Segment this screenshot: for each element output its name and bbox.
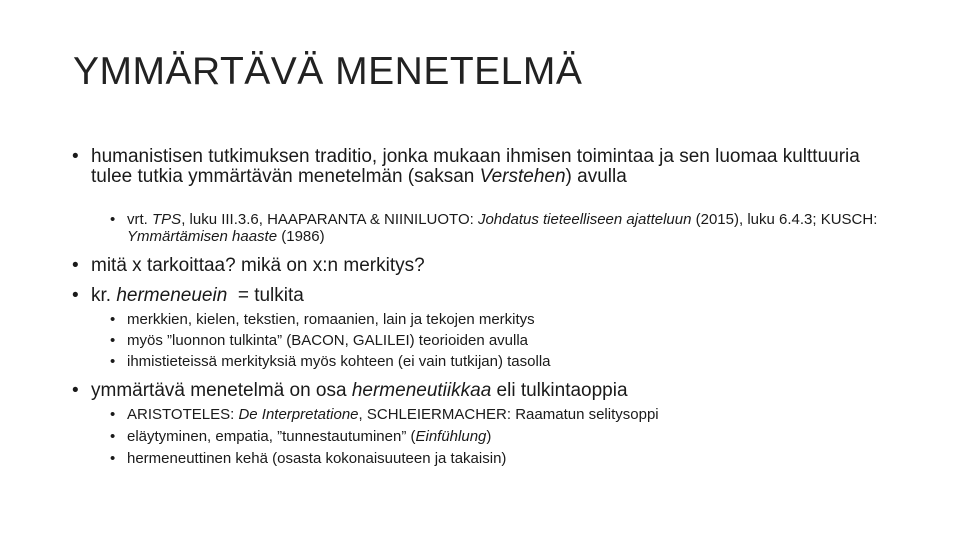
slide-title: YMMÄRTÄVÄ MENETELMÄ xyxy=(73,50,583,93)
bullet-text: mitä x tarkoittaa? mikä on x:n merkitys? xyxy=(91,255,425,276)
sub-bullet-item-1-1 xyxy=(110,211,890,245)
sub-bullet-text: eläytyminen, empatia, ”tunnestautuminen” (Einfühlung) xyxy=(127,428,492,445)
bullet-glyph: • xyxy=(110,211,116,228)
bullet-glyph: • xyxy=(110,428,116,445)
sub-bullet-item-4-3 xyxy=(110,450,890,467)
bullet-glyph: • xyxy=(72,146,79,167)
sub-bullet-text: hermeneuttinen kehä (osasta kokonaisuuteen ja takaisin) xyxy=(127,450,507,467)
bullet-item-3 xyxy=(72,286,892,306)
bullet-glyph: • xyxy=(72,380,79,401)
bullet-glyph: • xyxy=(110,406,116,423)
bullet-glyph: • xyxy=(72,255,79,276)
bullet-item-1 xyxy=(72,147,892,187)
bullet-text: ymmärtävä menetelmä on osa hermeneutiikkaa eli tulkintaoppia xyxy=(91,380,628,401)
bullet-glyph: • xyxy=(110,450,116,467)
sub-bullet-item-3-3 xyxy=(110,353,890,370)
sub-bullet-text: merkkien, kielen, tekstien, romaanien, lain ja tekojen merkitys xyxy=(127,311,535,328)
sub-bullet-item-3-1 xyxy=(110,311,890,328)
sub-bullet-text: ihmistieteissä merkityksiä myös kohteen (ei vain tutkijan) tasolla xyxy=(127,353,551,370)
bullet-item-4 xyxy=(72,381,892,401)
bullet-glyph: • xyxy=(110,311,116,328)
bullet-glyph: • xyxy=(72,285,79,306)
bullet-glyph: • xyxy=(110,353,116,370)
sub-bullet-text: myös ”luonnon tulkinta” (BACON, GALILEI) teorioiden avulla xyxy=(127,332,529,349)
sub-bullet-item-3-2 xyxy=(110,332,890,349)
sub-bullet-text: ARISTOTELES: De Interpretatione, SCHLEIERMACHER: Raamatun selitysoppi xyxy=(127,406,659,423)
bullet-item-2 xyxy=(72,256,892,276)
sub-bullet-text: vrt. TPS, luku III.3.6, HAAPARANTA & NIINILUOTO: Johdatus tieteelliseen ajatteluun (2015), luku 6.4.3; KUSCH: Ymmärtämisen haaste (1986) xyxy=(127,211,878,245)
bullet-text: humanistisen tutkimuksen traditio, jonka mukaan ihmisen toimintaa ja sen luomaa kulttuuria tulee tutkia ymmärtävän menetelmän (saksan Verstehen) avulla xyxy=(91,146,860,187)
bullet-glyph: • xyxy=(110,332,116,349)
sub-bullet-item-4-2 xyxy=(110,428,890,445)
bullet-text: kr. hermeneuein = tulkita xyxy=(91,285,304,306)
sub-bullet-item-4-1 xyxy=(110,406,890,423)
